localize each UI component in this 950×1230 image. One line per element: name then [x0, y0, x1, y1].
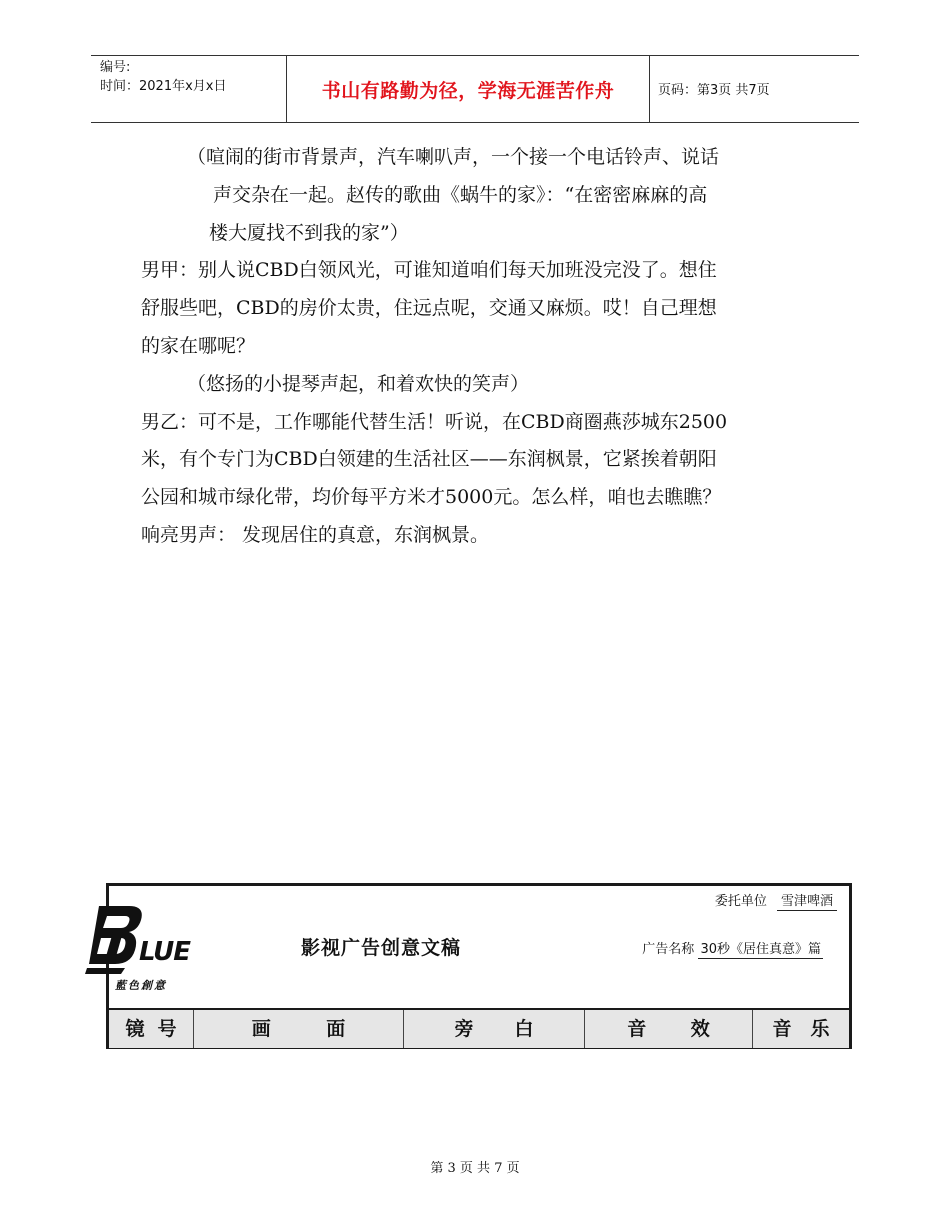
- column-char: 镜: [125, 1018, 145, 1040]
- lue-wordmark: [85, 902, 205, 982]
- client-field: [715, 890, 837, 911]
- column-header-narration: [404, 1010, 585, 1048]
- column-char: 效: [690, 1018, 710, 1040]
- column-char: 面: [326, 1018, 346, 1040]
- column-char: 音: [772, 1018, 792, 1040]
- svg-text:LUE: LUE: [139, 937, 191, 967]
- script-line: （喧闹的街市背景声，汽车喇叭声，一个接一个电话铃声、说话: [187, 146, 720, 168]
- client-label: 委托单位: [714, 894, 767, 909]
- script-line: 男乙：可不是，工作哪能代替生活！听说，在CBD商圈燕莎城东2500: [141, 410, 728, 433]
- time-label: 时间：2021年x月x日: [100, 79, 227, 94]
- header-motto: 书山有路勤为径，学海无涯苦作舟: [321, 80, 615, 102]
- column-char: 乐: [810, 1018, 830, 1040]
- column-header-music: [753, 1010, 849, 1048]
- number-label: 编号:: [100, 60, 131, 75]
- ad-name-label: 广告名称: [642, 942, 695, 957]
- client-value: 雪津啤酒: [777, 890, 837, 911]
- script-line: 公园和城市绿化带，均价每平方米才5000元。怎么样，咱也去瞧瞧？: [141, 486, 722, 509]
- column-header-picture: [194, 1010, 404, 1048]
- script-line: 声交杂在一起。赵传的歌曲《蜗牛的家》：“在密密麻麻的高: [213, 183, 708, 206]
- ad-name-value: 30秒《居住真意》篇: [698, 938, 823, 959]
- column-header-sound-effects: [585, 1010, 753, 1048]
- column-char: 号: [157, 1018, 177, 1040]
- column-char: 画: [251, 1018, 271, 1040]
- column-char: 旁: [454, 1018, 474, 1040]
- ad-name-field: [642, 938, 823, 959]
- script-line: （悠扬的小提琴声起，和着欢快的笑声）: [187, 372, 530, 395]
- logo-subtitle: 藍色創意: [115, 979, 167, 992]
- column-header-row: [109, 1008, 849, 1048]
- document-header: [91, 55, 859, 123]
- script-line: 响亮男声： 发现居住的真意，东润枫景。: [141, 523, 490, 546]
- column-header-shot-number: [109, 1010, 194, 1048]
- script-line: 的家在哪呢？: [141, 334, 256, 357]
- form-title: 影视广告创意文稿: [301, 937, 462, 959]
- header-page-number: 页码：第3页 共7页: [658, 83, 770, 98]
- header-divider: [649, 56, 650, 122]
- blue-logo: [85, 902, 205, 992]
- script-body: [141, 139, 821, 555]
- column-char: 音: [627, 1018, 647, 1040]
- header-meta: [100, 58, 284, 96]
- script-line: 舒服些吧，CBD的房价太贵，住远点呢，交通又麻烦。哎！自己理想: [141, 297, 717, 320]
- storyboard-form: [106, 883, 852, 1049]
- script-line: 楼大厦找不到我的家”）: [209, 221, 409, 244]
- script-line: 米，有个专门为CBD白领建的生活社区——东润枫景，它紧挨着朝阳: [141, 448, 717, 471]
- page-footer: 第 3 页 共 7 页: [430, 1161, 520, 1176]
- column-char: 白: [514, 1018, 534, 1040]
- script-line: 男甲：别人说CBD白领风光，可谁知道咱们每天加班没完没了。想住: [141, 259, 717, 282]
